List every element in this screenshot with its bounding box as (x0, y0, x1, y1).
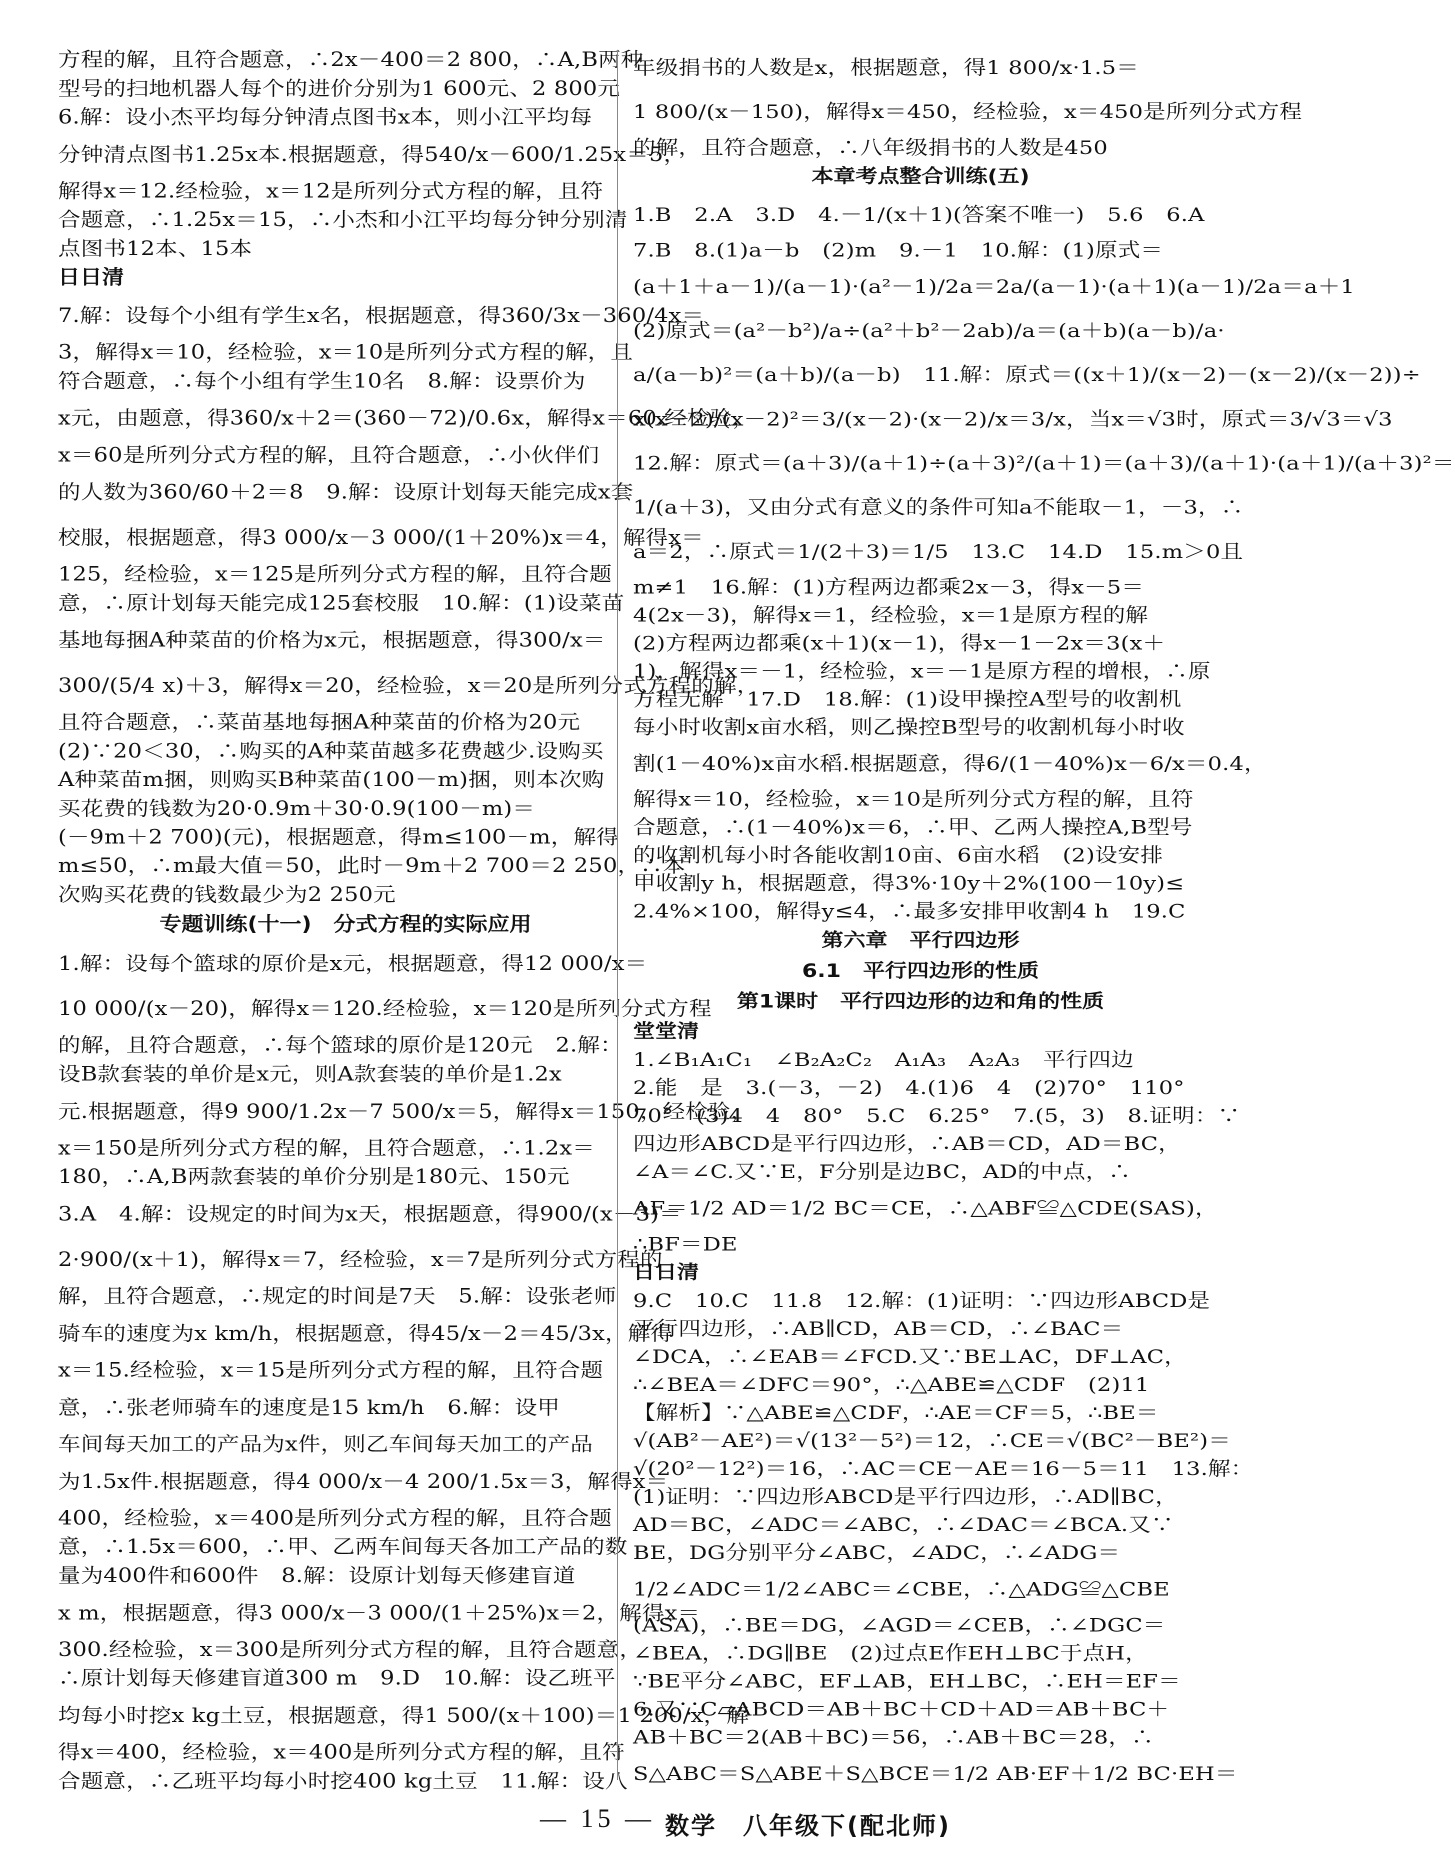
answer-line: ∠DCA，∴∠EAB＝∠FCD.又∵BE⊥AC，DF⊥AC， (633, 1346, 1187, 1369)
answer-line: A种菜苗m捆，则购买B种菜苗(100－m)捆，则本次购 (58, 768, 605, 792)
answer-line: 6.解：设小杰平均每分钟清点图书x本，则小江平均每 (58, 106, 593, 129)
answer-line: 180，∴A,B两款套装的单价分别是180元、150元 (58, 1165, 570, 1189)
answer-line: 为1.5x件.根据题意，得4 000/x－4 200/1.5x＝3，解得x＝ (58, 1470, 669, 1494)
answer-line: 7.解：设每个小组有学生x名，根据题意，得360/3x－360/4x＝ (58, 304, 705, 328)
answer-line: ∠A＝∠C.又∵E，F分别是边BC，AD的中点，∴ (633, 1161, 1132, 1184)
answer-line: (a＋1＋a－1)/(a－1)·(a²－1)/2a＝2a/(a－1)·(a＋1)(a－1)/2a＝a＋1 (633, 275, 1355, 299)
answer-line: 均每小时挖x kg土豆，根据题意，得1 500/(x＋100)＝1 200/x，解 (58, 1704, 749, 1728)
answer-line: (－9m＋2 700)(元)，根据题意，得m≤100－m，解得 (58, 826, 619, 849)
answer-line: x＝60是所列分式方程的解，且符合题意，∴小伙伴们 (58, 443, 600, 467)
answer-line: 意，∴原计划每天能完成125套校服 10.解：(1)设菜苗 (58, 591, 625, 615)
section-heading: 第1课时 平行四边形的边和角的性质 (736, 991, 1105, 1013)
section-label: 日日清 (633, 1262, 700, 1284)
answer-line: x＝150是所列分式方程的解，且符合题意，∴1.2x＝ (58, 1136, 596, 1160)
answer-line: 2.4%×100，解得y≤4，∴最多安排甲收割4 h 19.C (633, 900, 1186, 923)
answer-line: 平行四边形，∴AB∥CD，AB＝CD，∴∠BAC＝ (633, 1318, 1124, 1341)
section-heading: 第六章 平行四边形 (821, 930, 1020, 952)
answer-line: (2)原式＝(a²－b²)/a÷(a²＋b²－2ab)/a＝(a＋b)(a－b)/a· (633, 320, 1225, 343)
answer-line: 年级捐书的人数是x，根据题意，得1 800/x·1.5＝ (633, 57, 1139, 80)
answer-line: 2.能 是 3.(－3，－2) 4.(1)6 4 (2)70° 110° (633, 1077, 1185, 1100)
answer-line: √(20²－12²)＝16，∴AC＝CE－AE＝16－5＝11 13.解： (633, 1458, 1254, 1481)
answer-line: 的解，且符合题意，∴八年级捐书的人数是450 (633, 136, 1108, 159)
answer-line: ∴原计划每天修建盲道300 m 9.D 10.解：设乙班平 (58, 1667, 616, 1690)
answer-line: 型号的扫地机器人每个的进价分别为1 600元、2 800元 (58, 77, 621, 100)
answer-line: 方程的解，且符合题意，∴2x－400＝2 800，∴A,B两种 (58, 48, 644, 72)
right-column (633, 46, 1455, 1796)
answer-line: 3，解得x＝10，经检验，x＝10是所列分式方程的解，且 (58, 341, 634, 364)
answer-line: 的收割机每小时各能收割10亩、6亩水稻 (2)设安排 (633, 844, 1164, 867)
answer-line: √(AB²－AE²)＝√(13²－5²)＝12，∴CE＝√(BC²－BE²)＝ (633, 1430, 1231, 1453)
answer-line: 解得x＝10，经检验，x＝10是所列分式方程的解，且符 (633, 788, 1194, 811)
answer-line: 每小时收割x亩水稻，则乙操控B型号的收割机每小时收 (633, 716, 1185, 739)
answer-line: 校服，根据题意，得3 000/x－3 000/(1＋20%)x＝4，解得x＝ (58, 526, 704, 550)
section-label: 堂堂清 (633, 1021, 700, 1043)
answer-line: m≤50，∴m最大值＝50，此时－9m＋2 700＝2 250，∴本 (58, 854, 686, 878)
section-heading: 专题训练(十一) 分式方程的实际应用 (159, 914, 532, 936)
answer-line: AB＋BC＝2(AB＋BC)＝56，∴AB＋BC＝28，∴ (633, 1726, 1154, 1749)
answer-line: 基地每捆A种菜苗的价格为x元，根据题意，得300/x＝ (58, 629, 606, 652)
answer-line: 2·900/(x＋1)，解得x＝7，经检验，x＝7是所列分式方程的 (58, 1248, 663, 1271)
answer-line: AF＝1/2 AD＝1/2 BC＝CE，∴△ABF≌△CDE(SAS)， (633, 1197, 1218, 1220)
answer-line: 买花费的钱数为20·0.9m＋30·0.9(100－m)＝ (58, 797, 536, 821)
answer-line: (2)方程两边都乘(x＋1)(x－1)，得x－1－2x＝3(x＋ (633, 632, 1166, 655)
answer-line: 1.解：设每个篮球的原价是x元，根据题意，得12 000/x＝ (58, 952, 648, 975)
answer-line: 400，经检验，x＝400是所列分式方程的解，且符合题 (58, 1506, 612, 1530)
answer-line: 9.C 10.C 11.8 12.解：(1)证明：∵四边形ABCD是 (633, 1290, 1211, 1313)
answer-line: 分钟清点图书1.25x本.根据题意，得540/x－600/1.25x＝5， (58, 143, 687, 167)
answer-line: 6.又∵C▱ABCD＝AB＋BC＋CD＋AD＝AB＋BC＋ (633, 1698, 1170, 1721)
answer-line: 四边形ABCD是平行四边形，∴AB＝CD，AD＝BC， (633, 1133, 1181, 1156)
answer-line: 量为400件和600件 8.解：设原计划每天修建盲道 (58, 1564, 576, 1588)
section-heading: 6.1 平行四边形的性质 (802, 960, 1039, 983)
answer-line: 解，且符合题意，∴规定的时间是7天 5.解：设张老师 (58, 1284, 617, 1308)
answer-line: x(x－2)/(x－2)²＝3/(x－2)·(x－2)/x＝3/x，当x＝√3时，原式＝3/√3＝√3 (633, 408, 1393, 431)
answer-line: 点图书12本、15本 (58, 237, 253, 261)
answer-line: 【解析】∵△ABE≌△CDF，∴AE＝CF＝5，∴BE＝ (633, 1402, 1159, 1425)
answer-line: 1/(a＋3)，又由分式有意义的条件可知a不能取－1，－3，∴ (633, 496, 1244, 519)
answer-line: 125，经检验，x＝125是所列分式方程的解，且符合题 (58, 563, 612, 586)
answer-line: ∵BE平分∠ABC，EF⊥AB，EH⊥BC，∴EH＝EF＝ (633, 1670, 1181, 1693)
answer-line: 7.B 8.(1)a－b (2)m 9.－1 10.解：(1)原式＝ (633, 239, 1164, 262)
answer-line: 300.经检验，x＝300是所列分式方程的解，且符合题意， (58, 1638, 643, 1662)
answer-line: 合题意，∴1.25x＝15，∴小杰和小江平均每分钟分别清 (58, 208, 628, 232)
answer-line: ∴∠BEA＝∠DFC＝90°，∴△ABE≌△CDF (2)11 (633, 1374, 1150, 1397)
answer-line: x m，根据题意，得3 000/x－3 000/(1＋25%)x＝2，解得x＝ (58, 1601, 701, 1625)
answer-line: 的人数为360/60＋2＝8 9.解：设原计划每天能完成x套 (58, 481, 634, 504)
answer-line: m≠1 16.解：(1)方程两边都乘2x－3，得x－5＝ (633, 576, 1145, 599)
answer-line: 1/2∠ADC＝1/2∠ABC＝∠CBE，∴△ADG≌△CBE (633, 1578, 1170, 1601)
answer-line: 次购买花费的钱数最少为2 250元 (58, 883, 396, 907)
answer-line: 4(2x－3)，解得x＝1，经检验，x＝1是原方程的解 (633, 604, 1149, 627)
answer-line: 12.解：原式＝(a＋3)/(a＋1)÷(a＋3)²/(a＋1)＝(a＋3)/(a＋1)·(a＋1)/(a＋3)²＝ (633, 452, 1455, 475)
answer-line: 符合题意，∴每个小组有学生10名 8.解：设票价为 (58, 369, 586, 393)
answer-line: 元.根据题意，得9 900/1.2x－7 500/x＝5，解得x＝150，经检验， (58, 1100, 754, 1123)
answer-line: 方程无解 17.D 18.解：(1)设甲操控A型号的收割机 (633, 688, 1182, 711)
answer-line: 3.A 4.解：设规定的时间为x天，根据题意，得900/(x－3)＝ (58, 1203, 682, 1226)
answer-line: a＝2，∴原式＝1/(2＋3)＝1/5 13.C 14.D 15.m＞0且 (633, 540, 1244, 563)
section-heading: 本章考点整合训练(五) (811, 166, 1030, 188)
answer-line: 得x＝400，经检验，x＝400是所列分式方程的解，且符 (58, 1741, 625, 1764)
answer-line: 70° (3)4 4 80° 5.C 6.25° 7.(5，3) 8.证明：∵ (633, 1105, 1241, 1128)
answer-line: (2)∵20＜30，∴购买的A种菜苗越多花费越少.设购买 (58, 739, 604, 763)
answer-line: 意，∴张老师骑车的速度是15 km/h 6.解：设甲 (58, 1396, 560, 1420)
answer-line: ∴BF＝DE (633, 1233, 738, 1256)
answer-line: 甲收割y h，根据题意，得3%·10y＋2%(100－10y)≤ (633, 872, 1185, 895)
answer-line: 1)，解得x＝－1，经检验，x＝－1是原方程的增根，∴原 (633, 660, 1211, 683)
answer-line: 意，∴1.5x＝600，∴甲、乙两车间每天各加工产品的数 (58, 1535, 628, 1559)
answer-line: 骑车的速度为x km/h，根据题意，得45/x－2＝45/3x，解得 (58, 1322, 674, 1346)
answer-line: x元，由题意，得360/x＋2＝(360－72)/0.6x，解得x＝60.经检验， (58, 407, 756, 430)
answer-line: BE，DG分别平分∠ABC，∠ADC，∴∠ADG＝ (633, 1542, 1121, 1565)
page-footer (0, 1804, 1250, 1840)
answer-line: AD＝BC，∠ADC＝∠ABC，∴∠DAC＝∠BCA.又∵ (633, 1514, 1174, 1537)
answer-line: 割(1－40%)x亩水稻.根据题意，得6/(1－40%)x－6/x＝0.4， (633, 752, 1267, 776)
answer-line: 10 000/(x－20)，解得x＝120.经检验，x＝120是所列分式方程 (58, 997, 712, 1021)
section-label: 日日清 (58, 267, 125, 289)
answer-line: 1 800/(x－150)，解得x＝450，经检验，x＝450是所列分式方程 (633, 101, 1303, 124)
answer-line: x＝15.经检验，x＝15是所列分式方程的解，且符合题 (58, 1358, 604, 1382)
answer-line: 的解，且符合题意，∴每个篮球的原价是120元 2.解： (58, 1034, 623, 1057)
answer-line: 1.∠B₁A₁C₁ ∠B₂A₂C₂ A₁A₃ A₂A₃ 平行四边 (633, 1049, 1134, 1072)
answer-line: 合题意，∴(1－40%)x＝6，∴甲、乙两人操控A,B型号 (633, 816, 1193, 839)
answer-line: S△ABC＝S△ABE＋S△BCE＝1/2 AB·EF＋1/2 BC·EH＝ (633, 1762, 1238, 1785)
answer-line: (ASA)，∴BE＝DG，∠AGD＝∠CEB，∴∠DGC＝ (633, 1614, 1166, 1637)
answer-line: 设B款套装的单价是x元，则A款套装的单价是1.2x (58, 1062, 562, 1086)
page-number: — 15 — (540, 1804, 655, 1833)
answer-line: 且符合题意，∴菜苗基地每捆A种菜苗的价格为20元 (58, 711, 581, 734)
answer-line: 解得x＝12.经检验，x＝12是所列分式方程的解，且符 (58, 180, 604, 203)
answer-line: ∠BEA，∴DG∥BE (2)过点E作EH⊥BC于点H， (633, 1642, 1148, 1665)
answer-line: 车间每天加工的产品为x件，则乙车间每天加工的产品 (58, 1432, 593, 1456)
column-divider (617, 50, 618, 1780)
footer-subject: 数学 八年级下(配北师) (665, 1812, 951, 1840)
answer-line: 300/(5/4 x)＋3，解得x＝20，经检验，x＝20是所列分式方程的解， (58, 674, 760, 698)
answer-line: 1.B 2.A 3.D 4.－1/(x＋1)(答案不唯一) 5.6 6.A (633, 203, 1205, 226)
answer-line: (1)证明：∵四边形ABCD是平行四边形，∴AD∥BC， (633, 1486, 1178, 1509)
answer-line: a/(a－b)²＝(a＋b)/(a－b) 11.解：原式＝((x＋1)/(x－2)－(x－2)/(x－2))÷ (633, 364, 1421, 387)
answer-line: 合题意，∴乙班平均每小时挖400 kg土豆 11.解：设八 (58, 1769, 628, 1793)
